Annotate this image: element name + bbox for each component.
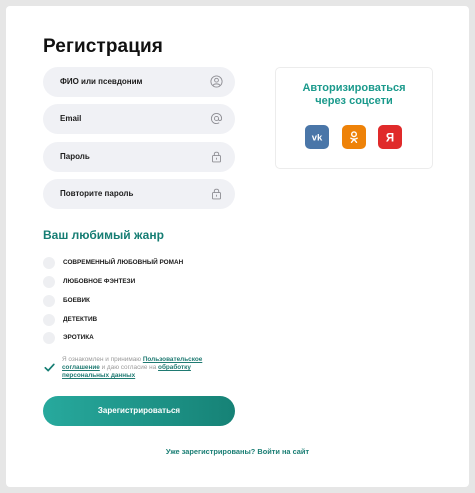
social-login-title: Авторизироваться через соцсети bbox=[302, 82, 406, 107]
genre-radio[interactable] bbox=[43, 295, 55, 307]
genre-radio[interactable] bbox=[43, 332, 55, 344]
email-field[interactable] bbox=[43, 104, 235, 134]
vk-login-button[interactable] bbox=[305, 125, 329, 149]
registration-card bbox=[6, 6, 469, 487]
login-link-row bbox=[6, 447, 469, 456]
at-icon bbox=[210, 112, 223, 125]
genre-section-title: Ваш любимый жанр bbox=[43, 228, 164, 242]
name-field[interactable] bbox=[43, 67, 235, 97]
ok-icon bbox=[347, 130, 361, 144]
svg-text:vk: vk bbox=[311, 132, 323, 144]
agreement-checkbox[interactable] bbox=[44, 360, 55, 371]
vk-icon bbox=[310, 130, 324, 144]
genre-radio[interactable] bbox=[43, 314, 55, 326]
user-agreement-link[interactable]: Пользовательское соглашение bbox=[62, 356, 203, 371]
social-login-panel bbox=[275, 67, 433, 169]
email-field-placeholder: Email bbox=[60, 114, 82, 123]
user-icon bbox=[210, 75, 223, 88]
lock-icon bbox=[210, 187, 223, 200]
genre-label: БОЕВИК bbox=[63, 297, 90, 304]
repeat-password-field-placeholder: Повторите пароль bbox=[60, 189, 134, 198]
checkmark-icon bbox=[44, 362, 55, 373]
svg-text:Я: Я bbox=[385, 132, 395, 144]
personal-data-link[interactable]: обработку персональных данных bbox=[62, 364, 191, 379]
repeat-password-field[interactable] bbox=[43, 179, 235, 209]
genre-label: ДЕТЕКТИВ bbox=[63, 316, 98, 323]
genre-label: ЛЮБОВНОЕ ФЭНТЕЗИ bbox=[63, 278, 136, 285]
password-field[interactable] bbox=[43, 142, 235, 172]
page-title: Регистрация bbox=[43, 36, 163, 57]
login-link[interactable]: Уже зарегистрированы? Войти на сайт bbox=[165, 447, 310, 456]
genre-label: СОВРЕМЕННЫЙ ЛЮБОВНЫЙ РОМАН bbox=[63, 259, 184, 266]
genre-radio[interactable] bbox=[43, 257, 55, 269]
register-button[interactable]: Зарегистрироваться bbox=[43, 396, 235, 426]
password-field-placeholder: Пароль bbox=[60, 152, 90, 161]
lock-icon bbox=[210, 150, 223, 163]
genre-label: ЭРОТИКА bbox=[63, 334, 94, 341]
yandex-login-button[interactable] bbox=[378, 125, 402, 149]
yandex-icon bbox=[383, 130, 397, 144]
genre-radio[interactable] bbox=[43, 276, 55, 288]
ok-login-button[interactable] bbox=[342, 125, 366, 149]
name-field-placeholder: ФИО или псевдоним bbox=[60, 77, 143, 86]
agreement-text: Я ознакомлен и принимаю Пользовательское соглашение и даю согласие на обработку персональных данных bbox=[62, 356, 203, 379]
